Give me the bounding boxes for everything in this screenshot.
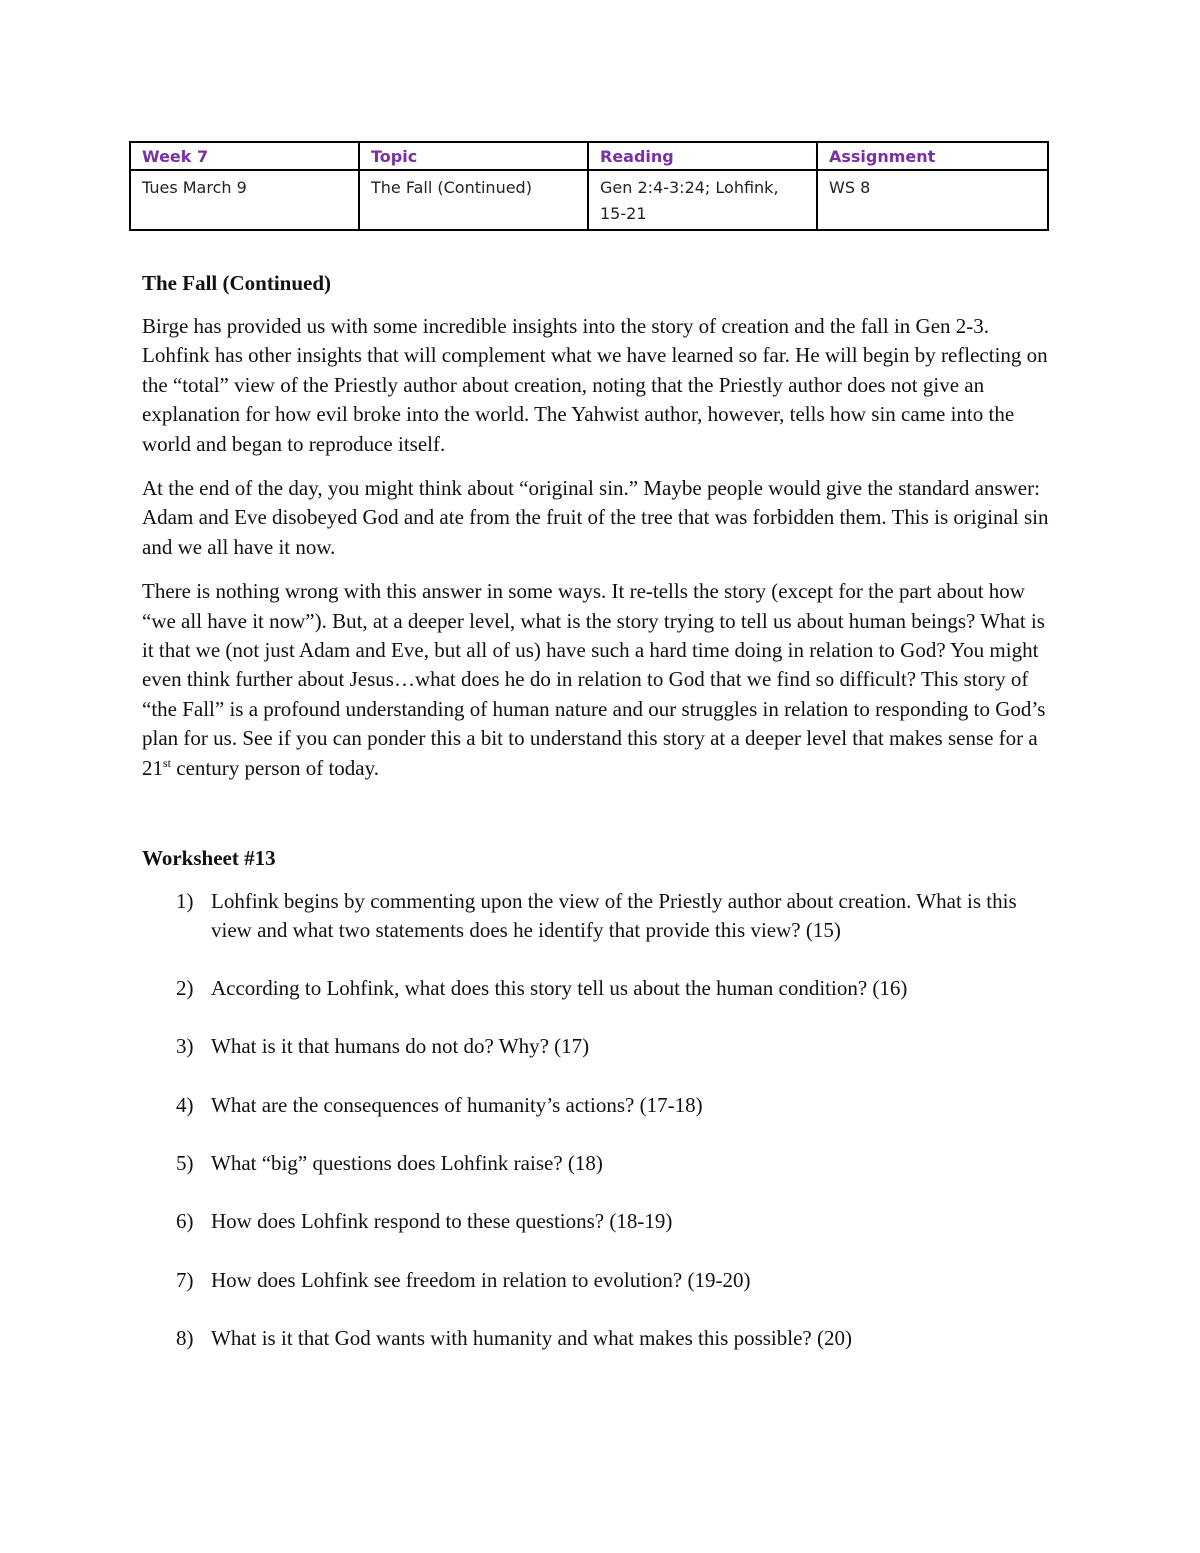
question-number: 3) bbox=[176, 1034, 194, 1059]
worksheet-title: Worksheet #13 bbox=[142, 846, 276, 870]
paragraph-3-main: There is nothing wrong with this answer in some ways. It re-tells the story (except for the part about how “we all have it now”). But, at a deeper level, what is the story trying to tell us about human beings? What is it that we (not just Adam and Eve, but all of us) have such a hard time doing in relation to God? You might even think further about Jesus…what does he do in relation to God that we find so difficult? This story of “the Fall” is a profound understanding of human nature and our struggles in relation to responding to God’s plan for us. See if you can ponder this a bit to understand this story at a deeper level that makes sense for a 21 bbox=[142, 579, 1046, 780]
question-number: 2) bbox=[176, 975, 194, 1000]
question-text: What are the consequences of humanity’s actions? (17-18) bbox=[211, 1092, 703, 1117]
question-text: What “big” questions does Lohfink raise? (18) bbox=[211, 1151, 603, 1176]
section-body bbox=[142, 268, 1058, 870]
question-text: How does Lohfink see freedom in relation to evolution? (19-20) bbox=[211, 1267, 751, 1292]
paragraph-3 bbox=[142, 577, 1058, 783]
cell-reading-line2: 15-21 bbox=[600, 204, 647, 223]
list-item bbox=[142, 1324, 1058, 1353]
section-title: The Fall (Continued) bbox=[142, 271, 332, 295]
question-number: 1) bbox=[176, 889, 194, 913]
cell-reading bbox=[588, 170, 817, 230]
question-text: Lohfink begins by commenting upon the view of the Priestly author about creation. What is this view and what two statements does he identify that provide this view? (15) bbox=[211, 889, 1017, 943]
cell-reading-line1: Gen 2:4-3:24; Lohfink, bbox=[600, 178, 779, 197]
question-number: 5) bbox=[176, 1151, 194, 1176]
list-item bbox=[142, 1149, 1058, 1178]
list-item bbox=[142, 1091, 1058, 1120]
paragraph-3-end: century person of today. bbox=[171, 755, 380, 780]
header-week: Week 7 bbox=[130, 142, 359, 170]
question-number: 7) bbox=[176, 1267, 194, 1292]
header-assignment: Assignment bbox=[817, 142, 1048, 170]
question-number: 6) bbox=[176, 1209, 194, 1234]
list-item bbox=[142, 974, 1058, 1003]
list-item bbox=[142, 1032, 1058, 1061]
schedule-table bbox=[129, 141, 1049, 231]
header-reading: Reading bbox=[588, 142, 817, 170]
cell-assignment: WS 8 bbox=[817, 170, 1048, 230]
cell-date: Tues March 9 bbox=[130, 170, 359, 230]
list-item bbox=[142, 1207, 1058, 1236]
header-topic: Topic bbox=[359, 142, 588, 170]
ordinal-superscript: st bbox=[163, 755, 172, 770]
schedule-header-row bbox=[130, 142, 1048, 170]
schedule-row bbox=[130, 170, 1048, 230]
list-item bbox=[142, 1266, 1058, 1295]
cell-topic: The Fall (Continued) bbox=[359, 170, 588, 230]
paragraph-2: At the end of the day, you might think about “original sin.” Maybe people would give the standard answer: Adam and Eve disobeyed God and ate from the fruit of the tree that was forbidden them. This is original sin and we all have it now. bbox=[142, 476, 1049, 559]
question-list bbox=[142, 887, 1058, 1354]
paragraph-1: Birge has provided us with some incredible insights into the story of creation and the fall in Gen 2-3. Lohfink has other insights that will complement what we have learned so far. He will begin by reflecting on the “total” view of the Priestly author about creation, noting that the Priestly author does not give an explanation for how evil broke into the world. The Yahwist author, however, tells how sin came into the world and began to reproduce itself. bbox=[142, 314, 1048, 456]
question-text: What is it that God wants with humanity and what makes this possible? (20) bbox=[211, 1326, 852, 1351]
question-number: 4) bbox=[176, 1092, 194, 1117]
question-text: What is it that humans do not do? Why? (17) bbox=[211, 1034, 590, 1059]
list-item bbox=[142, 887, 1058, 946]
question-number: 8) bbox=[176, 1326, 194, 1351]
question-text: According to Lohfink, what does this story tell us about the human condition? (16) bbox=[211, 975, 908, 1000]
question-text: How does Lohfink respond to these questions? (18-19) bbox=[211, 1209, 673, 1234]
